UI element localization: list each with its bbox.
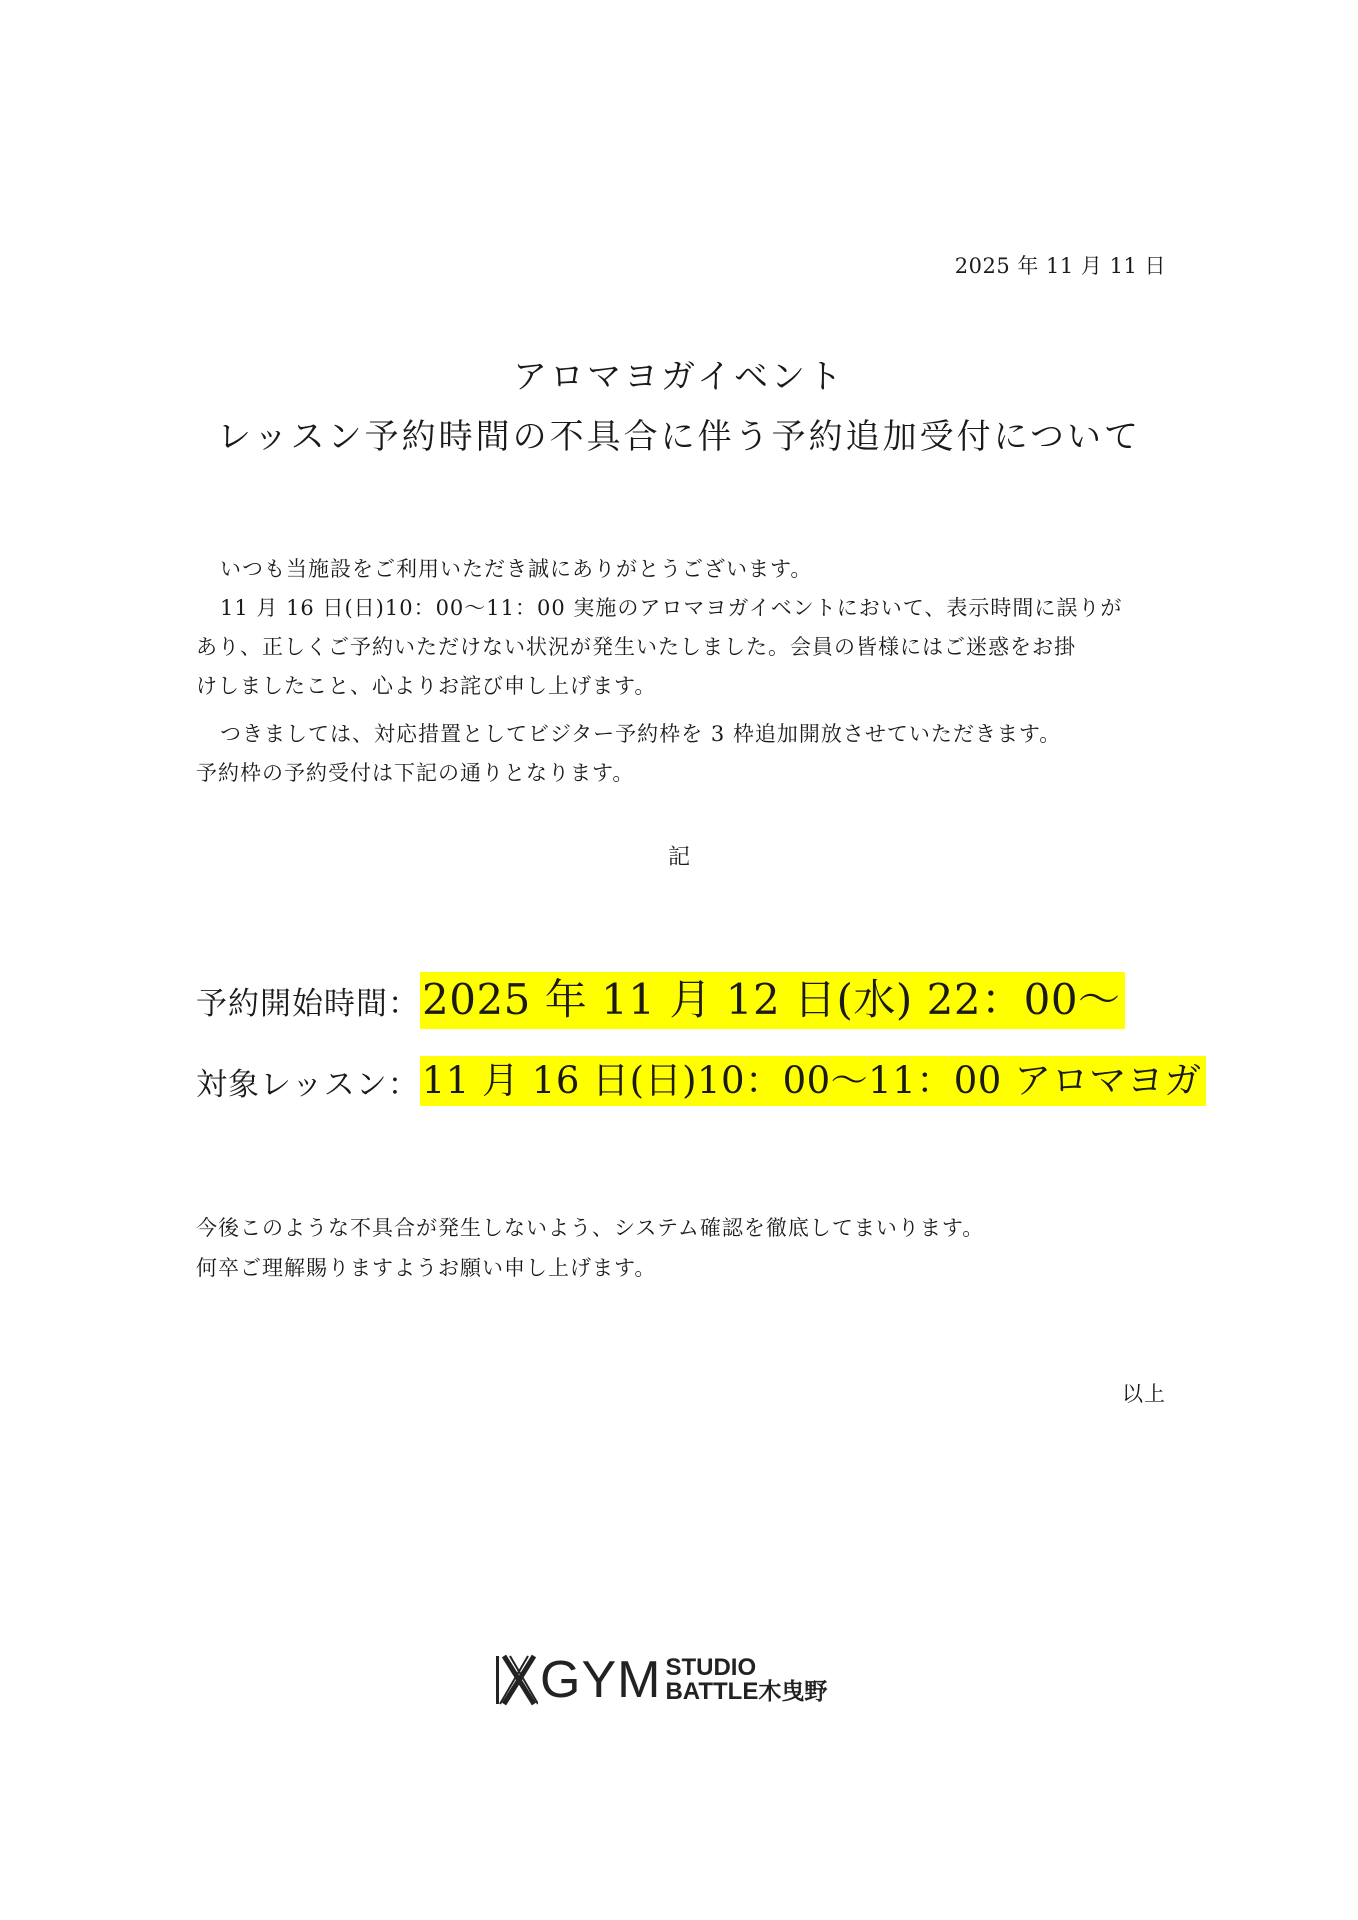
ijo-closing-mark: 以上 bbox=[1122, 1382, 1166, 1406]
reservation-start-label: 予約開始時間： bbox=[196, 985, 420, 1022]
target-lesson-value: 11 月 16 日(日)10：00～11：00 アロマヨガ bbox=[420, 1056, 1206, 1106]
intro-paragraph-line: 予約枠の予約受付は下記の通りとなります。 bbox=[196, 761, 635, 785]
intro-greeting-text: いつも当施設をご利用いただき誠にありがとうございます。 bbox=[220, 557, 813, 581]
intro-paragraph-text: つきましては、対応措置としてビジター予約枠を 3 枠追加開放させていただきます。 bbox=[220, 722, 1062, 746]
title-line-1: アロマヨガイベント bbox=[513, 357, 845, 397]
target-lesson-row bbox=[196, 1056, 1206, 1106]
ki-marker: 記 bbox=[667, 845, 690, 870]
target-lesson-label: 対象レッスン： bbox=[196, 1066, 420, 1103]
intro-greeting bbox=[196, 557, 1166, 582]
logo-main bbox=[494, 1651, 662, 1709]
logo-studio-text: STUDIO bbox=[665, 1654, 757, 1681]
logo-side-text bbox=[665, 1656, 827, 1704]
closing-line-2: 何卒ご理解賜りますようお願い申し上げます。 bbox=[196, 1256, 657, 1280]
title-line-2: レッスン予約時間の不具合に伴う予約追加受付について bbox=[217, 417, 1141, 457]
closing-line-1: 今後このような不具合が発生しないよう、システム確認を徹底してまいります。 bbox=[196, 1216, 985, 1240]
reservation-start-row bbox=[196, 972, 1125, 1029]
intro-paragraph-line bbox=[196, 722, 1166, 747]
document-date: 2025 年 11 月 11 日 bbox=[954, 254, 1166, 278]
intro-paragraph-line: けしましたこと、心よりお詫び申し上げます。 bbox=[196, 674, 657, 698]
logo-battle-text: BATTLE bbox=[665, 1678, 759, 1705]
intro-paragraph-line bbox=[196, 596, 1166, 621]
gym-logo bbox=[494, 1651, 828, 1709]
logo-battle-line bbox=[665, 1680, 827, 1704]
intro-paragraph-line: あり、正しくご予約いただけない状況が発生いたしました。会員の皆様にはご迷惑をお掛 bbox=[196, 635, 1076, 659]
logo-location-text: 木曳野 bbox=[758, 1678, 828, 1704]
intro-paragraph-text: 11 月 16 日(日)10：00～11：00 実施のアロマヨガイベントにおいて、表示時間に誤りが bbox=[220, 596, 1123, 620]
logo-gym-text: GYM bbox=[540, 1651, 662, 1709]
reservation-start-value: 2025 年 11 月 12 日(水) 22：00～ bbox=[420, 972, 1125, 1029]
ix-logo-mark-icon bbox=[496, 1654, 538, 1706]
